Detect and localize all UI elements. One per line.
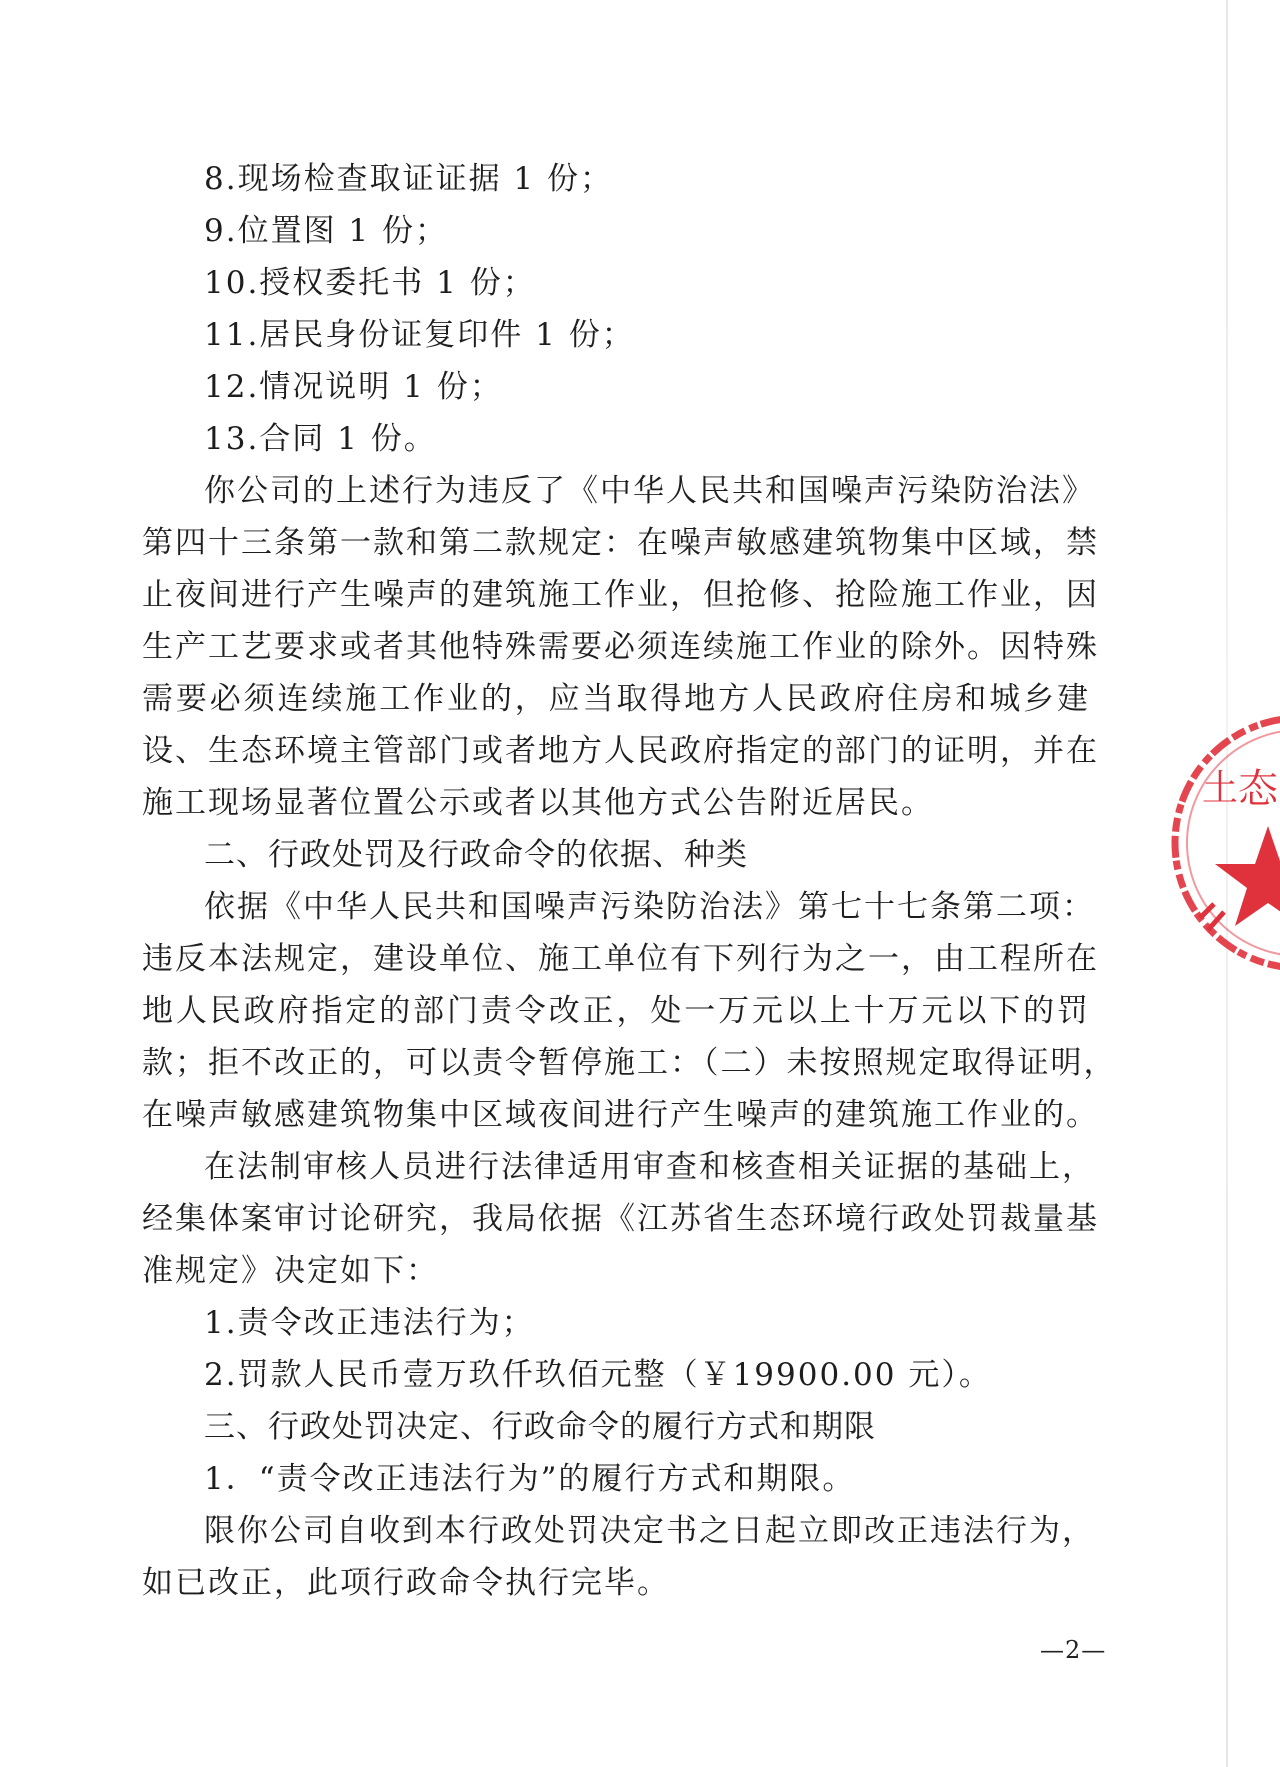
- basis-paragraph: [142, 881, 1117, 1141]
- decision-item: 1.责令改正违法行为；: [204, 1305, 535, 1341]
- attachment-list: [142, 153, 1090, 465]
- attachment-item: 8.现场检查取证证据 1 份；: [204, 161, 614, 197]
- paragraph-line: 第四十三条第一款和第二款规定：在噪声敏感建筑物集中区域，禁: [142, 525, 1099, 561]
- section-heading-3: 三、行政处罚决定、行政命令的履行方式和期限: [204, 1409, 876, 1445]
- paragraph-line: 需要必须连续施工作业的，应当取得地方人民政府住房和城乡建: [142, 681, 1090, 717]
- paragraph-line: 款；拒不改正的，可以责令暂停施工：（二）未按照规定取得证明，: [142, 1045, 1117, 1081]
- paragraph-line: 如已改正，此项行政命令执行完毕。: [142, 1565, 670, 1601]
- paragraph-line: 依据《中华人民共和国噪声污染防治法》第七十七条第二项：: [204, 889, 1095, 925]
- section-heading-2: 二、行政处罚及行政命令的依据、种类: [204, 837, 748, 873]
- document-body: [142, 153, 1117, 1609]
- official-seal: [1150, 708, 1280, 978]
- paragraph-line: 生产工艺要求或者其他特殊需要必须连续施工作业的除外。因特殊: [142, 629, 1099, 665]
- paragraph-line: 施工现场显著位置公示或者以其他方式公告附近居民。: [142, 785, 934, 821]
- review-paragraph: [142, 1141, 1099, 1297]
- attachment-item: 12.情况说明 1 份；: [204, 369, 503, 405]
- decision-item: 2.罚款人民币壹万玖仟玖佰元整（￥19900.00 元）。: [204, 1357, 992, 1393]
- deadline-paragraph: [142, 1505, 1095, 1609]
- paragraph-line: 违反本法规定，建设单位、施工单位有下列行为之一，由工程所在: [142, 941, 1099, 977]
- attachment-item: 11.居民身份证复印件 1 份；: [204, 317, 635, 353]
- paragraph-line: 你公司的上述行为违反了《中华人民共和国噪声污染防治法》: [204, 473, 1095, 509]
- violation-paragraph: [142, 465, 1099, 829]
- paragraph-line: 限你公司自收到本行政处罚决定书之日起立即改正违法行为，: [204, 1513, 1095, 1549]
- paragraph-line: 在法制审核人员进行法律适用审查和核查相关证据的基础上，: [204, 1149, 1095, 1185]
- paragraph-line: 地人民政府指定的部门责令改正，处一万元以上十万元以下的罚: [142, 993, 1090, 1029]
- item-heading: 1．“责令改正违法行为”的履行方式和期限。: [204, 1461, 856, 1497]
- attachment-item: 10.授权委托书 1 份；: [204, 265, 536, 301]
- paragraph-line: 经集体案审讨论研究，我局依据《江苏省生态环境行政处罚裁量基: [142, 1201, 1099, 1237]
- page-number: —2—: [1040, 1636, 1107, 1664]
- seal-text: 态: [1238, 766, 1278, 812]
- paragraph-line: 准规定》决定如下：: [142, 1253, 439, 1289]
- seal-text-fragment: ⼟: [1202, 768, 1239, 809]
- attachment-item: 13.合同 1 份。: [204, 421, 437, 457]
- paragraph-line: 止夜间进行产生噪声的建筑施工作业，但抢修、抢险施工作业，因: [142, 577, 1099, 613]
- paragraph-line: 设、生态环境主管部门或者地方人民政府指定的部门的证明，并在: [142, 733, 1099, 769]
- paragraph-line: 在噪声敏感建筑物集中区域夜间进行产生噪声的建筑施工作业的。: [142, 1097, 1099, 1133]
- decision-list: [142, 1297, 1090, 1401]
- attachment-item: 9.位置图 1 份；: [204, 213, 449, 249]
- seal-star-icon: [1215, 826, 1280, 926]
